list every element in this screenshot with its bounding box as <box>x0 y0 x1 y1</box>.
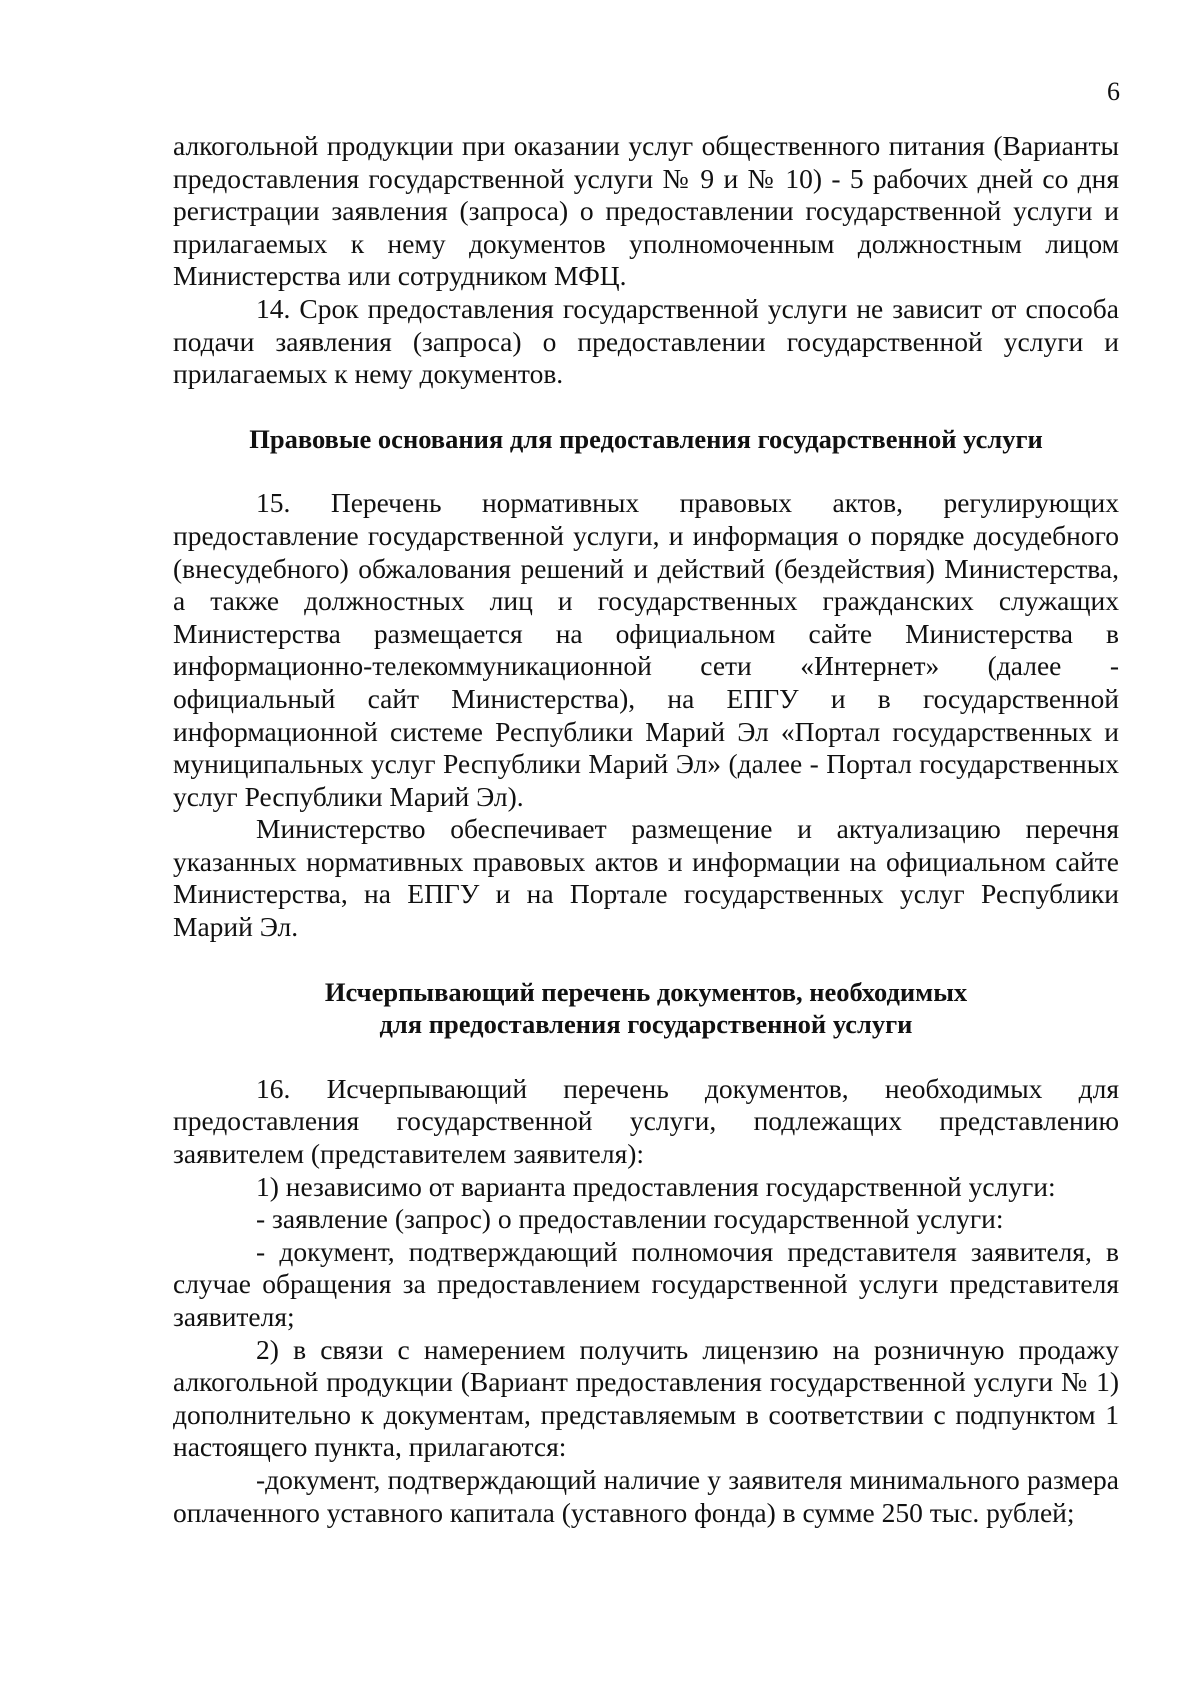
paragraph-item-16-subitem-2-capital-document: -документ, подтверждающий наличие у заявителя минимального размера оплаченного уставного капитала (уставного фонда) в сумме 250 тыс. рублей; <box>173 1463 1119 1528</box>
document-body <box>173 130 1119 1529</box>
paragraph-item-16-subitem-1-application: - заявление (запрос) о предоставлении государственной услуги: <box>256 1203 1004 1235</box>
section-heading-legal-basis <box>173 423 1119 456</box>
paragraph-item-15: 15. Перечень нормативных правовых актов, регулирующих предоставление государственной услуги, и информация о порядке досудебного (внесудебного) обжалования решений и действий (бездействия) Министерства, а также должностных лиц и государственных гражданских служащих Министерства размещается на официальном сайте Министерства в информационно-телекоммуникационной сети «Интернет» (далее - официальный сайт Министерства), на ЕПГУ и в государственной информационной системе Республики Марий Эл «Портал государственных и муниципальных услуг Республики Марий Эл» (далее - Портал государственных услуг Республики Марий Эл). <box>173 487 1119 812</box>
section-heading-documents-line-2: для предоставления государственной услуги <box>379 1009 913 1040</box>
page-number: 6 <box>1107 77 1120 106</box>
paragraph-item-15-ministry: Министерство обеспечивает размещение и актуализацию перечня указанных нормативных правовых актов и информации на официальном сайте Министерства, на ЕПГУ и на Портале государственных услуг Республики Марий Эл. <box>173 813 1119 943</box>
section-heading-documents <box>173 976 1119 1041</box>
section-heading-documents-line-1: Исчерпывающий перечень документов, необходимых <box>324 976 968 1007</box>
section-heading-legal-basis-text: Правовые основания для предоставления государственной услуги <box>249 423 1043 454</box>
paragraph-item-16-subitem-1-authority-document: - документ, подтверждающий полномочия представителя заявителя, в случае обращения за предоставлением государственной услуги представителя заявителя; <box>173 1235 1119 1332</box>
paragraph-item-16-subitem-1: 1) независимо от варианта предоставления государственной услуги: <box>256 1170 1056 1202</box>
paragraph-item-14: 14. Срок предоставления государственной услуги не зависит от способа подачи заявления (запроса) о предоставлении государственной услуги и прилагаемых к нему документов. <box>173 292 1119 390</box>
paragraph-item-16: 16. Исчерпывающий перечень документов, необходимых для предоставления государственной услуги, подлежащих представлению заявителем (представителем заявителя): <box>173 1072 1119 1170</box>
paragraph-intro-continuation: алкогольной продукции при оказании услуг общественного питания (Варианты предоставления государственной услуги № 9 и № 10) - 5 рабочих дней со дня регистрации заявления (запроса) о предоставлении государственной услуги и прилагаемых к нему документов уполномоченным должностным лицом Министерства или сотрудником МФЦ. <box>173 130 1119 292</box>
paragraph-item-16-subitem-2: 2) в связи с намерением получить лицензию на розничную продажу алкогольной продукции (Вариант предоставления государственной услуги № 1) дополнительно к документам, представляемым в соответствии с подпунктом 1 настоящего пункта, прилагаются: <box>173 1333 1119 1463</box>
